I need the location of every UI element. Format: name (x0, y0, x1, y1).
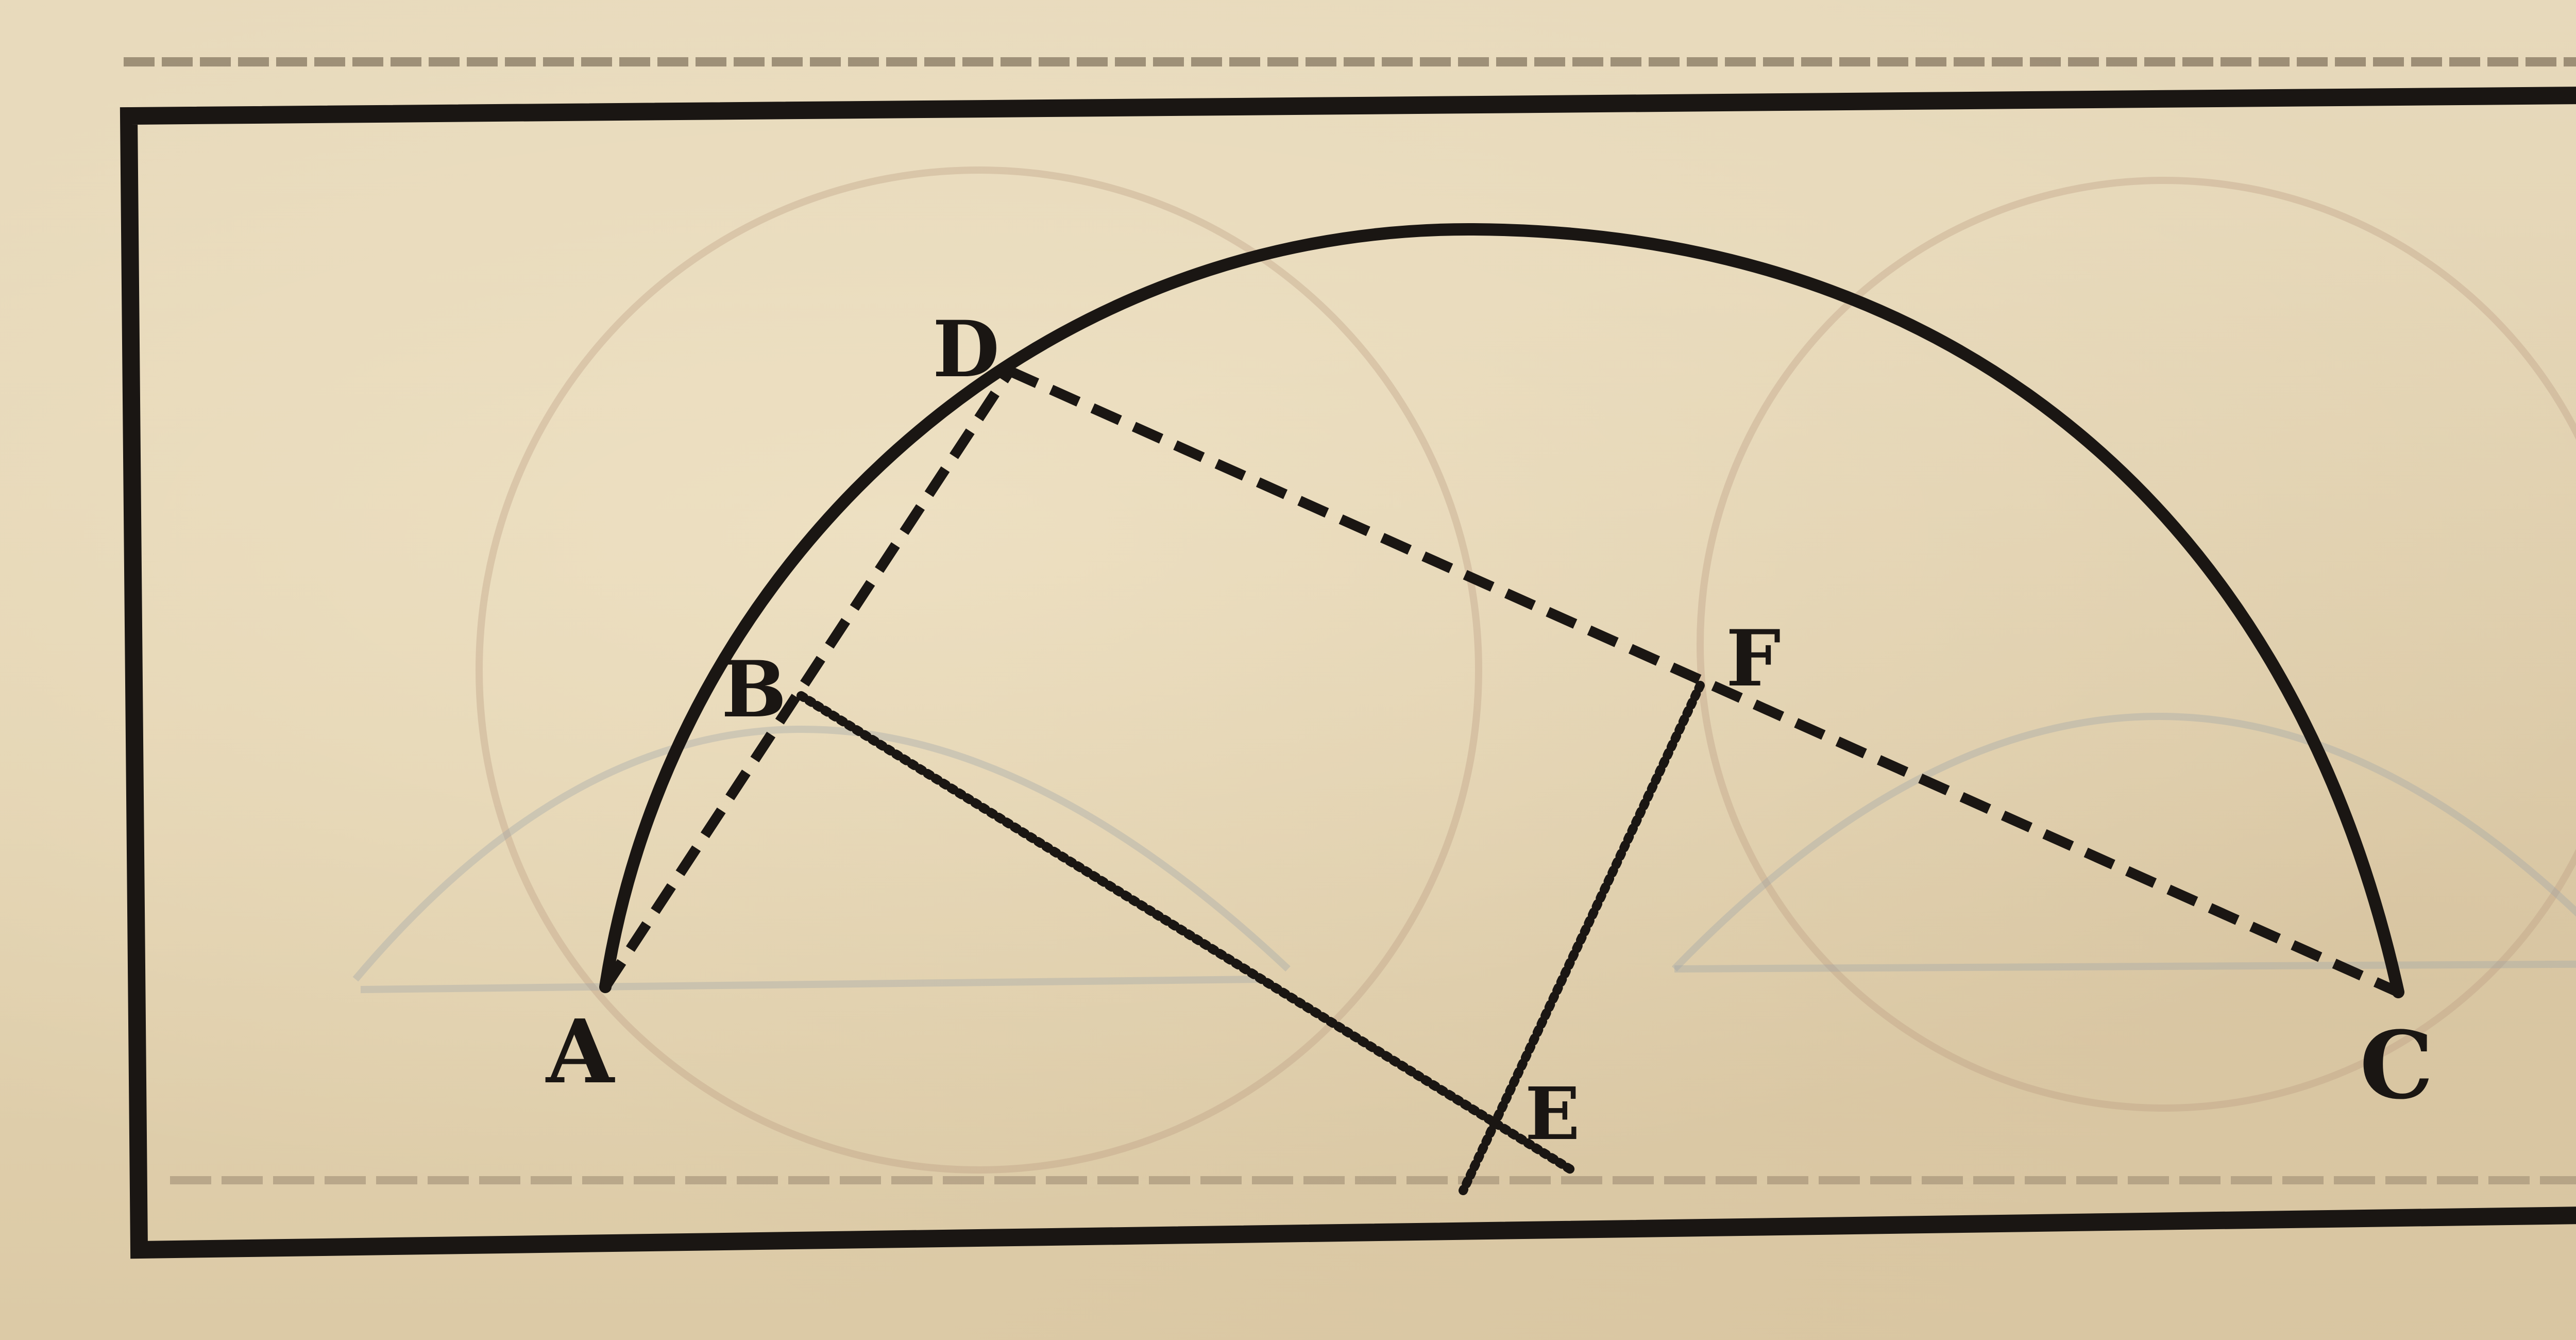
bleed-arc-right (1674, 716, 2576, 969)
line-fe (1463, 685, 1700, 1191)
frame-border (129, 93, 2576, 1250)
label-e: E (1525, 1072, 1580, 1157)
bleed-through (355, 170, 2576, 1170)
bleed-base-right (1674, 964, 2576, 969)
bleed-base-left (361, 979, 1262, 990)
bleed-arc-left (355, 729, 1288, 979)
chord-ad (605, 371, 1010, 987)
label-b: B (721, 644, 787, 735)
label-a: A (546, 1000, 614, 1103)
label-c: C (2360, 1011, 2434, 1120)
label-f: F (1726, 613, 1781, 704)
line-be (801, 696, 1571, 1170)
label-d: D (933, 304, 1000, 395)
semicircle-arc (605, 229, 2398, 992)
